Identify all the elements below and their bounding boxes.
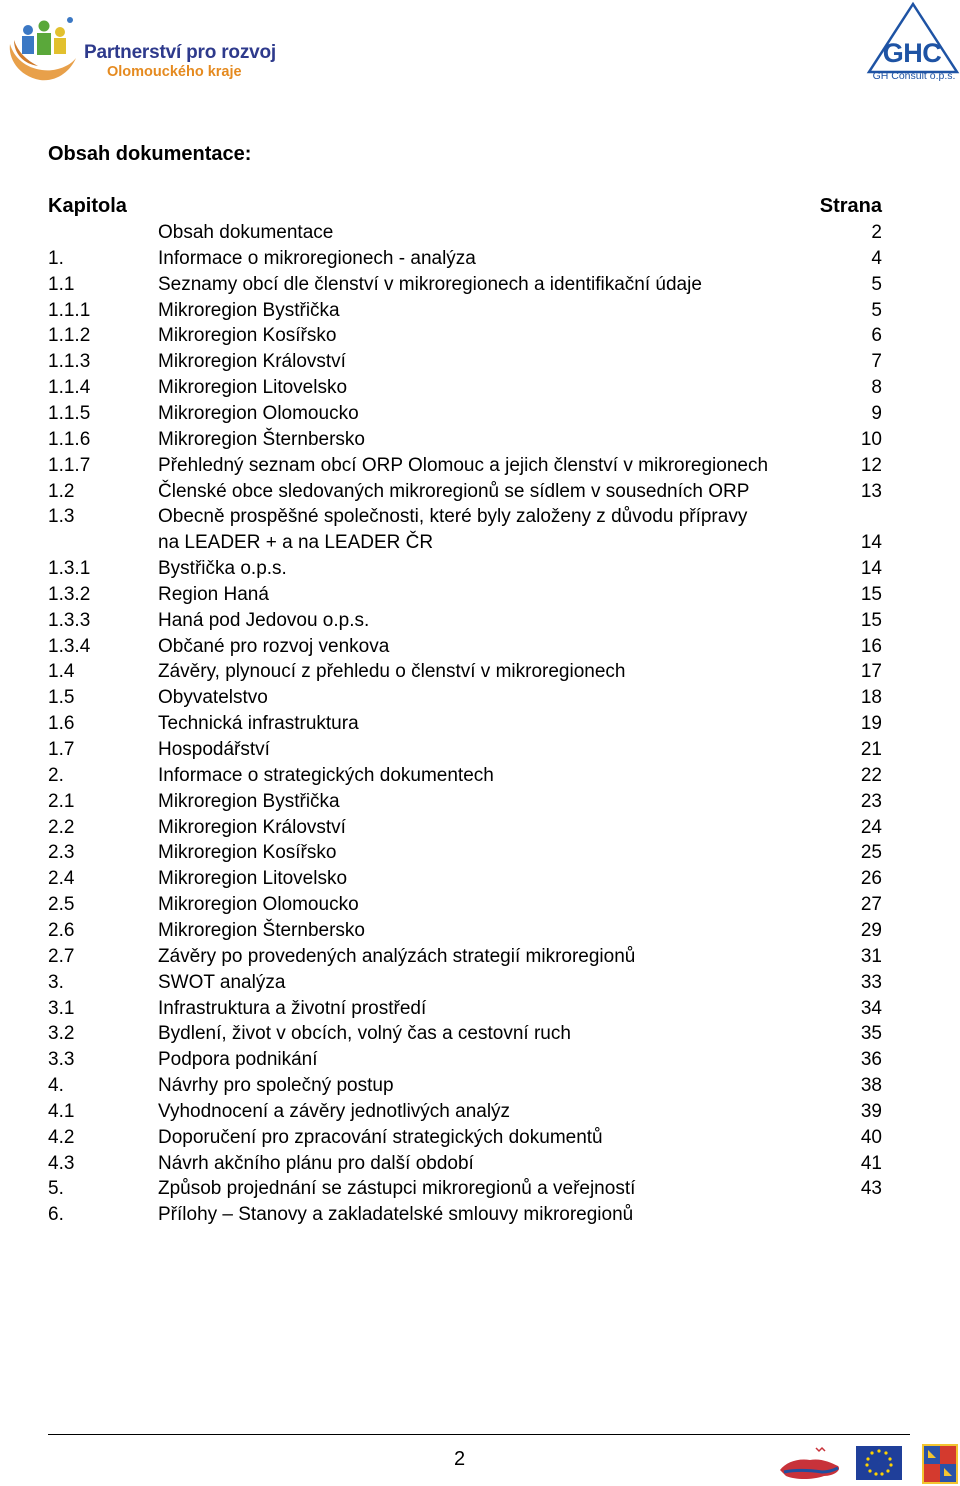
toc-page: 41 bbox=[860, 1152, 882, 1174]
document-title: Obsah dokumentace: bbox=[48, 143, 252, 165]
toc-title: Závěry, plynoucí z přehledu o členství v mikroregionech bbox=[158, 661, 626, 683]
toc-page: 23 bbox=[860, 790, 882, 812]
toc-row bbox=[0, 504, 960, 530]
toc-row bbox=[0, 1125, 960, 1151]
toc-page: 24 bbox=[860, 816, 882, 838]
toc-number: 1.1.2 bbox=[48, 325, 91, 347]
hands-people-icon bbox=[4, 6, 84, 86]
toc-title: Vyhodnocení a závěry jednotlivých analýz bbox=[158, 1100, 511, 1122]
toc-page: 13 bbox=[860, 480, 882, 502]
toc-number: 1.6 bbox=[48, 713, 75, 735]
toc-title: Podpora podnikání bbox=[158, 1049, 318, 1071]
toc-page: 16 bbox=[860, 635, 882, 657]
toc-row bbox=[0, 349, 960, 375]
toc-title: Občané pro rozvoj venkova bbox=[158, 635, 390, 657]
toc-title: Mikroregion Litovelsko bbox=[158, 377, 348, 399]
toc-row bbox=[0, 763, 960, 789]
toc-number: 2.2 bbox=[48, 816, 75, 838]
toc-number: 2.5 bbox=[48, 894, 75, 916]
toc-row bbox=[0, 272, 960, 298]
toc-row bbox=[0, 1021, 960, 1047]
toc-page: 19 bbox=[860, 713, 882, 735]
toc-number: 1.7 bbox=[48, 739, 75, 760]
logo-line-1: Partnerství pro rozvoj bbox=[84, 42, 276, 63]
logo-line-2: Olomouckého kraje bbox=[107, 64, 242, 80]
toc-row bbox=[0, 659, 960, 685]
toc-row bbox=[0, 840, 960, 866]
toc-title: Mikroregion Kosířsko bbox=[158, 842, 337, 864]
toc-number: 1.1.1 bbox=[48, 299, 91, 321]
ghc-word: GHC bbox=[882, 38, 942, 68]
toc-row bbox=[0, 582, 960, 608]
toc-number: 2.1 bbox=[48, 790, 75, 812]
toc-page: 17 bbox=[860, 661, 882, 683]
toc-row bbox=[0, 556, 960, 582]
toc-row bbox=[0, 1151, 960, 1177]
toc-title: Technická infrastruktura bbox=[158, 713, 359, 735]
toc-number: 3.1 bbox=[48, 997, 75, 1019]
toc-page: 5 bbox=[871, 299, 882, 321]
partnerstvi-logo bbox=[4, 6, 274, 86]
toc-number: 1.1.4 bbox=[48, 377, 91, 399]
toc-row bbox=[0, 892, 960, 918]
toc-page: 22 bbox=[860, 764, 882, 786]
toc-title: Mikroregion Království bbox=[158, 816, 346, 838]
toc-title: Seznamy obcí dle členství v mikroregionech a identifikační údaje bbox=[158, 273, 702, 295]
toc-page: 25 bbox=[860, 842, 882, 864]
toc-page: 43 bbox=[860, 1178, 882, 1200]
toc-number: 4.1 bbox=[48, 1100, 75, 1122]
toc-title: Infrastruktura a životní prostředí bbox=[158, 997, 427, 1019]
toc-title: Návrhy pro společný postup bbox=[158, 1075, 394, 1097]
toc-number: 3. bbox=[48, 971, 64, 993]
toc-title: Obyvatelstvo bbox=[158, 687, 268, 709]
toc-title: Přehledný seznam obcí ORP Olomouc a jejich členství v mikroregionech bbox=[158, 454, 769, 476]
toc-page: 4 bbox=[871, 247, 882, 269]
toc-row bbox=[0, 1202, 960, 1228]
toc-number: 1.1.5 bbox=[48, 402, 91, 424]
footer-logos bbox=[776, 1440, 960, 1486]
ghc-logo bbox=[862, 0, 960, 88]
toc-page: 26 bbox=[860, 868, 882, 890]
toc-row bbox=[0, 815, 960, 841]
toc-title: Doporučení pro zpracování strategických dokumentů bbox=[158, 1126, 603, 1148]
toc-row bbox=[0, 1176, 960, 1202]
toc-number: 2.3 bbox=[48, 842, 75, 864]
toc-number: 1.3.3 bbox=[48, 609, 91, 631]
footer-divider bbox=[48, 1434, 910, 1435]
toc-row bbox=[0, 427, 960, 453]
toc-row bbox=[0, 246, 960, 272]
toc-page: 14 bbox=[860, 558, 882, 580]
toc-row bbox=[0, 970, 960, 996]
toc-page: 15 bbox=[860, 583, 882, 605]
toc-row bbox=[0, 996, 960, 1022]
toc-row bbox=[0, 685, 960, 711]
toc-page: 36 bbox=[860, 1049, 882, 1071]
toc-row bbox=[0, 479, 960, 505]
toc-title: Informace o mikroregionech - analýza bbox=[158, 247, 476, 269]
toc-number: 1.3.4 bbox=[48, 635, 91, 657]
toc-page: 2 bbox=[871, 222, 882, 243]
toc-page: 31 bbox=[860, 945, 882, 967]
toc-page: 5 bbox=[871, 273, 882, 295]
toc-row bbox=[0, 401, 960, 427]
toc-title: SWOT analýza bbox=[158, 971, 286, 993]
toc-number: 2.7 bbox=[48, 945, 75, 967]
toc-page: 35 bbox=[860, 1023, 882, 1045]
toc-page: 18 bbox=[860, 687, 882, 709]
toc-number: 1.1.7 bbox=[48, 454, 91, 476]
toc-number: 1.3.1 bbox=[48, 558, 91, 580]
toc-number: 3.2 bbox=[48, 1023, 75, 1045]
toc-row bbox=[0, 944, 960, 970]
toc-page: 8 bbox=[871, 377, 882, 399]
toc-page: 40 bbox=[860, 1126, 882, 1148]
toc-row bbox=[0, 323, 960, 349]
ghc-subtitle: GH Consult o.p.s. bbox=[872, 70, 956, 82]
toc-number: 1.2 bbox=[48, 480, 75, 502]
toc-title: Region Haná bbox=[158, 583, 269, 605]
toc-page: 15 bbox=[860, 609, 882, 631]
toc-row bbox=[0, 866, 960, 892]
toc-page: 14 bbox=[860, 532, 882, 554]
toc-number: 4.2 bbox=[48, 1126, 75, 1148]
toc-title: Mikroregion Bystřička bbox=[158, 790, 340, 812]
toc-page: 12 bbox=[860, 454, 882, 476]
toc-page: 21 bbox=[860, 739, 882, 760]
toc-row bbox=[0, 530, 960, 556]
toc-title: Bydlení, život v obcích, volný čas a cestovní ruch bbox=[158, 1023, 571, 1045]
toc-number: 1.4 bbox=[48, 661, 75, 683]
toc-row bbox=[0, 220, 960, 246]
toc-number: 1.3.2 bbox=[48, 583, 91, 605]
toc-page: 7 bbox=[871, 351, 882, 373]
toc-number: 1.3 bbox=[48, 506, 75, 528]
toc-row bbox=[0, 375, 960, 401]
toc-number: 1.1.6 bbox=[48, 428, 91, 450]
toc-number: 4.3 bbox=[48, 1152, 75, 1174]
toc-page: 39 bbox=[860, 1100, 882, 1122]
page-number: 2 bbox=[454, 1448, 466, 1470]
toc-page: 29 bbox=[860, 919, 882, 941]
toc-row bbox=[0, 608, 960, 634]
toc-title: Závěry po provedených analýzách strategií mikroregionů bbox=[158, 945, 636, 967]
toc-title: Způsob projednání se zástupci mikroregionů a veřejností bbox=[158, 1178, 636, 1200]
toc-number: 1.1 bbox=[48, 273, 75, 295]
toc-row bbox=[0, 1099, 960, 1125]
toc-title: Haná pod Jedovou o.p.s. bbox=[158, 609, 370, 631]
toc-title: Hospodářství bbox=[158, 739, 270, 760]
toc-title: Mikroregion Šternbersko bbox=[158, 428, 365, 450]
toc-number: 1.1.3 bbox=[48, 351, 91, 373]
toc-title: Obecně prospěšné společnosti, které byly založeny z důvodu přípravy bbox=[158, 506, 748, 528]
toc-title: Mikroregion Šternbersko bbox=[158, 919, 365, 941]
toc-title: Přílohy – Stanovy a zakladatelské smlouvy mikroregionů bbox=[158, 1204, 634, 1226]
toc-title: Informace o strategických dokumentech bbox=[158, 764, 494, 786]
toc-title: Mikroregion Olomoucko bbox=[158, 402, 359, 424]
toc-title: Bystřička o.p.s. bbox=[158, 558, 287, 580]
eu-flag-icon bbox=[856, 1446, 902, 1480]
toc-title: Obsah dokumentace bbox=[158, 222, 334, 243]
page-column-header: Strana bbox=[819, 195, 882, 217]
toc-title: Mikroregion Kosířsko bbox=[158, 325, 337, 347]
toc-title: na LEADER + a na LEADER ČR bbox=[158, 532, 434, 554]
toc-page: 33 bbox=[860, 971, 882, 993]
toc-row bbox=[0, 1047, 960, 1073]
toc-row bbox=[0, 634, 960, 660]
toc-row bbox=[0, 711, 960, 737]
toc-page: 27 bbox=[860, 894, 882, 916]
toc-number: 2.4 bbox=[48, 868, 75, 890]
funding-logos-icon bbox=[776, 1440, 960, 1486]
toc-title: Mikroregion Bystřička bbox=[158, 299, 340, 321]
czech-map-icon bbox=[780, 1448, 839, 1479]
toc-title: Mikroregion Litovelsko bbox=[158, 868, 348, 890]
toc-row bbox=[0, 1073, 960, 1099]
toc-number: 3.3 bbox=[48, 1049, 75, 1071]
page-header bbox=[0, 0, 960, 100]
toc-title: Mikroregion Království bbox=[158, 351, 346, 373]
toc-row bbox=[0, 453, 960, 479]
chapter-column-header: Kapitola bbox=[48, 195, 127, 217]
toc-row bbox=[0, 918, 960, 944]
toc-number: 4. bbox=[48, 1075, 64, 1097]
toc-row bbox=[0, 789, 960, 815]
toc-page: 10 bbox=[860, 428, 882, 450]
toc-page: 9 bbox=[871, 402, 882, 424]
toc-number: 5. bbox=[48, 1178, 64, 1200]
toc-title: Členské obce sledovaných mikroregionů se sídlem v sousedních ORP bbox=[158, 480, 750, 502]
toc-number: 2.6 bbox=[48, 919, 75, 941]
toc-number: 1. bbox=[48, 247, 64, 269]
toc-row bbox=[0, 298, 960, 324]
toc-number: 1.5 bbox=[48, 687, 75, 709]
toc-page: 38 bbox=[860, 1075, 882, 1097]
toc-title: Návrh akčního plánu pro další období bbox=[158, 1152, 474, 1174]
toc-number: 6. bbox=[48, 1204, 64, 1226]
region-coat-of-arms-icon bbox=[922, 1444, 958, 1484]
toc-row bbox=[0, 737, 960, 763]
toc-number: 2. bbox=[48, 764, 64, 786]
toc-page: 34 bbox=[860, 997, 882, 1019]
toc-page: 6 bbox=[871, 325, 882, 347]
toc-title: Mikroregion Olomoucko bbox=[158, 894, 359, 916]
